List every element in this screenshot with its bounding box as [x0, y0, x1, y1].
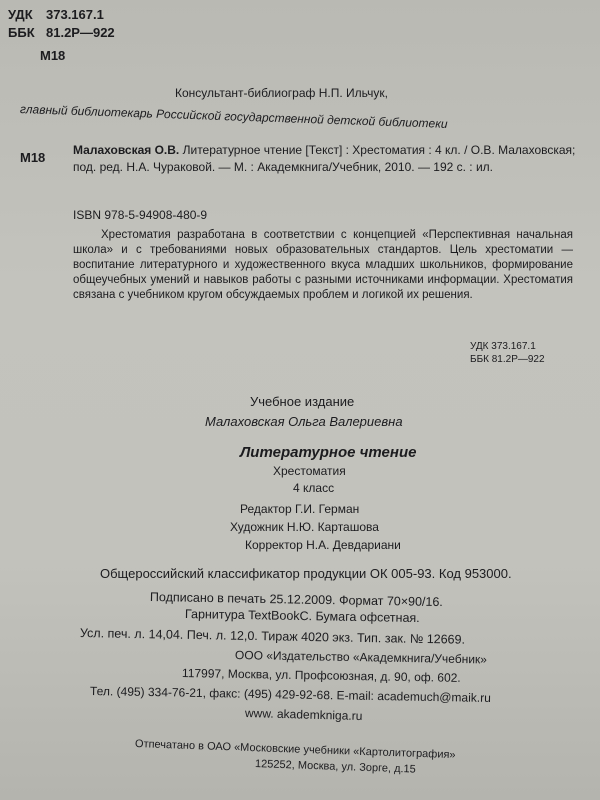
editor-credit: Редактор Г.И. Герман	[240, 502, 360, 516]
publisher-site: www. akademkniga.ru	[244, 706, 363, 724]
bbk-right: ББК 81.2Р—922	[470, 354, 545, 365]
book-grade: 4 класс	[293, 481, 335, 495]
bbk-label: ББК	[8, 25, 35, 40]
okp-classifier: Общероссийский классификатор продукции ОК 005-93. Код 953000.	[100, 566, 512, 581]
book-subtitle: Хрестоматия	[273, 464, 346, 478]
entry-description: Литературное чтение [Текст] : Хрестоматия : 4 кл. / О.В. Малаховская; под. ред. Н.А. Чураковой. — М. : Академкнига/Учебник, 2010. — 192 с. : ил.	[73, 143, 576, 174]
udk-label: УДК	[8, 7, 33, 22]
entry-sign: М18	[20, 150, 46, 165]
corrector-credit: Корректор Н.А. Девдариани	[245, 538, 401, 552]
author-full-name: Малаховская Ольга Валериевна	[205, 414, 403, 429]
publisher-contacts: Тел. (495) 334-76-21, факс: (495) 429-92-68. E-mail: academuch@maik.ru	[89, 684, 491, 705]
signed-to-print: Подписано в печать 25.12.2009. Формат 70×90/16.	[149, 590, 443, 610]
classification-codes-right	[470, 340, 545, 366]
annotation: Хрестоматия разработана в соответствии с концепцией «Перспективная начальная школа» и с требованиями новых образовательных стандартов. Цель хрестоматии — воспитание литературного и художественного вкуса младших школьников, формирование общеучебных умений и навыков работы с разными источниками информации. Хрестоматия связана с учебником кругом обсуждаемых проблем и логикой их решения.	[73, 229, 573, 301]
isbn: ISBN 978-5-94908-480-9	[73, 208, 208, 222]
chief-librarian-line: главный библиотекарь Российской государственной детской библиотеки	[19, 102, 448, 131]
udk-value: 373.167.1	[46, 7, 104, 22]
artist-credit: Художник Н.Ю. Карташова	[230, 520, 379, 534]
author-sign-top: М18	[40, 48, 66, 63]
consultant-line: Консультант-библиограф Н.П. Ильчук,	[175, 86, 388, 100]
publisher-name: ООО «Издательство «Академкнига/Учебник»	[234, 648, 488, 667]
printer-address: 125252, Москва, ул. Зорге, д.15	[254, 758, 416, 776]
edition-type: Учебное издание	[250, 394, 355, 409]
classification-codes	[8, 6, 115, 42]
print-run: Усл. печ. л. 14,04. Печ. л. 12,0. Тираж 4020 экз. Тип. зак. № 12669.	[79, 626, 466, 647]
bibliographic-entry	[73, 142, 583, 176]
book-title: Литературное чтение	[240, 444, 417, 461]
publisher-address: 117997, Москва, ул. Профсоюзная, д. 90, оф. 602.	[181, 666, 461, 685]
udk-right: УДК 373.167.1	[470, 341, 536, 352]
printer-name: Отпечатано в ОАО «Московские учебники «Картолитография»	[134, 738, 456, 762]
entry-author: Малаховская О.В.	[73, 143, 180, 157]
bbk-value: 81.2Р—922	[46, 25, 115, 40]
font-paper: Гарнитура TextBookC. Бумага офсетная.	[184, 607, 420, 626]
